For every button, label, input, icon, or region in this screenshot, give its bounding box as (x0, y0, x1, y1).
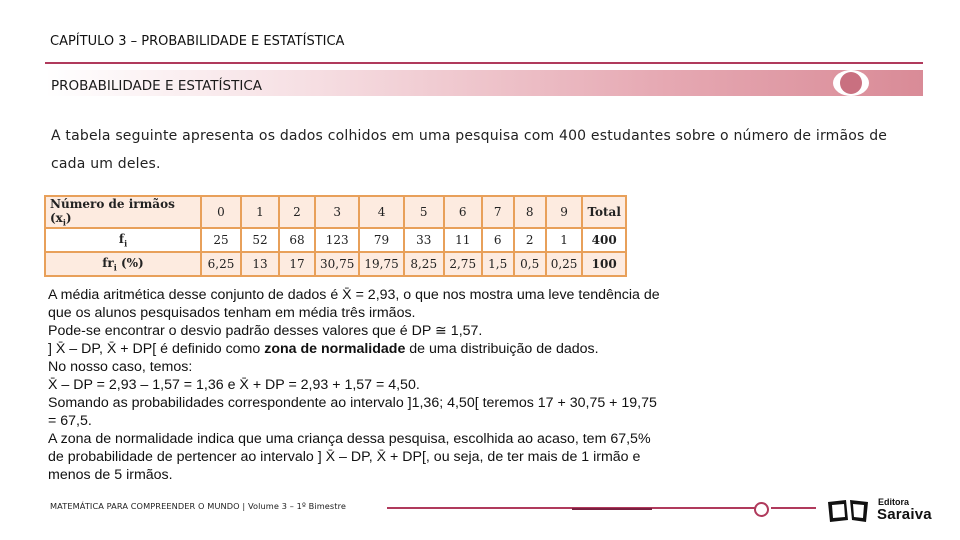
logo-small-text: Editora (878, 497, 910, 507)
table-cell: 0 (201, 196, 241, 228)
text-line: que os alunos pesquisados tenham em média três irmãos. (48, 305, 416, 321)
table-cell: 68 (279, 228, 315, 252)
header-divider (45, 62, 923, 64)
row-header-siblings: Número de irmãos $(x_i)$ (45, 196, 201, 228)
table-cell: 1,5 (482, 252, 514, 276)
table-cell: 25 (201, 228, 241, 252)
open-book-icon (826, 498, 872, 524)
footer-divider-accent (572, 508, 652, 510)
table-cell: 1 (241, 196, 279, 228)
table-total-cell: 400 (582, 228, 625, 252)
table-cell: 8 (514, 196, 546, 228)
text-line: Somando as probabilidades correspondente ao intervalo ]1,36; 4,50[ teremos 17 + 30,75 + 19,75 (48, 395, 657, 411)
table-cell: 123 (315, 228, 359, 252)
table-cell: 6 (482, 228, 514, 252)
table-cell: 8,25 (404, 252, 444, 276)
table-cell: 17 (279, 252, 315, 276)
section-banner (45, 70, 923, 96)
table-cell: 19,75 (359, 252, 403, 276)
table-cell: 11 (444, 228, 482, 252)
normality-zone-term: zona de normalidade (264, 341, 406, 357)
logo-brand-text: Saraiva (877, 506, 932, 523)
footer-divider (387, 507, 755, 509)
row-header-relative-frequency: $fr_i$ (%) (45, 252, 201, 276)
banner-dot-icon (840, 72, 862, 94)
table-cell: 1 (546, 228, 583, 252)
text-line: ] X̄ – DP, X̄ + DP[ é definido como zona de normalidade de uma distribuição de dados. (48, 341, 599, 357)
table-cell: 79 (359, 228, 403, 252)
table-cell: 0,5 (514, 252, 546, 276)
table-row (45, 196, 626, 228)
table-cell: 13 (241, 252, 279, 276)
footer-circle-icon (754, 502, 769, 517)
text-line: Pode-se encontrar o desvio padrão desses valores que é DP ≅ 1,57. (48, 323, 483, 339)
footer-caption: MATEMÁTICA PARA COMPREENDER O MUNDO | Volume 3 – 1º Bimestre (50, 501, 347, 511)
table-cell: 6,25 (201, 252, 241, 276)
table-row (45, 252, 626, 276)
table-cell: 5 (404, 196, 444, 228)
text-line: No nosso caso, temos: (48, 359, 193, 375)
table-cell: 7 (482, 196, 514, 228)
chapter-title: CAPÍTULO 3 – PROBABILIDADE E ESTATÍSTICA (50, 34, 345, 49)
intro-line: A tabela seguinte apresenta os dados colhidos em uma pesquisa com 400 estudantes sobre o número de irmãos de (51, 128, 888, 144)
table-cell: 52 (241, 228, 279, 252)
text-line: A média aritmética desse conjunto de dados é X̄ = 2,93, o que nos mostra uma leve tendência de (48, 287, 660, 303)
table-total-cell: Total (582, 196, 625, 228)
table-cell: 2,75 (444, 252, 482, 276)
intro-paragraph (51, 122, 921, 178)
table-cell: 0,25 (546, 252, 583, 276)
table-cell: 2 (279, 196, 315, 228)
table-cell: 33 (404, 228, 444, 252)
text-line: X̄ – DP = 2,93 – 1,57 = 1,36 e X̄ + DP = 2,93 + 1,57 = 4,50. (48, 377, 420, 393)
frequency-table (44, 195, 627, 277)
intro-line: cada um deles. (51, 156, 161, 172)
table-cell: 30,75 (315, 252, 359, 276)
explanation-text (48, 286, 708, 484)
row-header-frequency: $f_i$ (45, 228, 201, 252)
table-cell: 9 (546, 196, 583, 228)
publisher-logo (826, 496, 940, 526)
footer-divider-end (771, 507, 816, 509)
table-cell: 2 (514, 228, 546, 252)
table-total-cell: 100 (582, 252, 625, 276)
table-cell: 6 (444, 196, 482, 228)
text-line: de probabilidade de pertencer ao intervalo ] X̄ – DP, X̄ + DP[, ou seja, de ter mais de 1 irmão e (48, 449, 641, 465)
text-line: = 67,5. (48, 413, 92, 429)
section-title: PROBABILIDADE E ESTATÍSTICA (51, 78, 262, 94)
table-cell: 3 (315, 196, 359, 228)
text-line: A zona de normalidade indica que uma criança dessa pesquisa, escolhida ao acaso, tem 67,5% (48, 431, 651, 447)
table-row (45, 228, 626, 252)
text-line: menos de 5 irmãos. (48, 467, 173, 483)
table-cell: 4 (359, 196, 403, 228)
